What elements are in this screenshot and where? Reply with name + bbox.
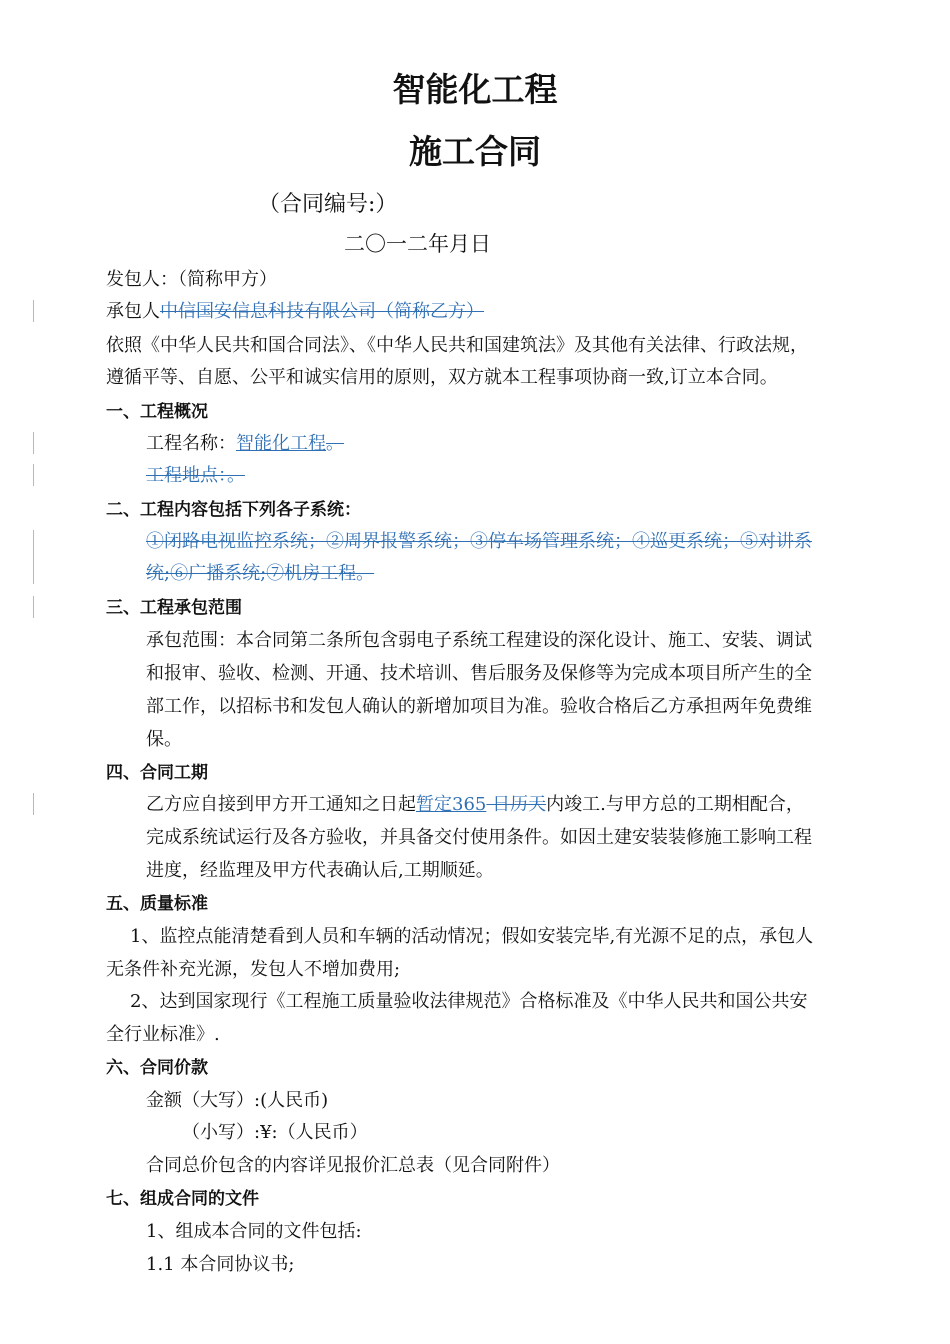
change-bar [33, 464, 34, 486]
contract-date: 二〇一二年月日 [344, 232, 491, 256]
period-line-3: 进度，经监理及甲方代表确认后,工期顺延。 [146, 860, 494, 881]
subsystems-line-1: ①闭路电视监控系统；②周界报警系统；③停车场管理系统；④巡更系统；⑤对讲系 [146, 531, 812, 552]
scope-line-3: 部工作，以招标书和发包人确认的新增加项目为准。验收合格后乙方承担两年免费维 [146, 696, 812, 717]
quality-line-3: 2、达到国家现行《工程施工质量验收法律规范》合格标准及《中华人民共和国公共安 [130, 991, 808, 1012]
scope-line-1: 承包范围：本合同第二条所包含弱电子系统工程建设的深化设计、施工、安装、调试 [146, 630, 812, 651]
period-text-b: 内竣工.与甲方总的工期相配合， [546, 794, 804, 815]
quality-line-1: 1、监控点能清楚看到人员和车辆的活动情况；假如安装完毕,有光源不足的点，承包人 [130, 926, 814, 947]
scope-line-4: 保。 [146, 729, 182, 750]
change-bar [33, 432, 34, 454]
intro-line-1: 依照《中华人民共和国合同法》、《中华人民共和国建筑法》及其他有关法律、行政法规， [106, 335, 808, 356]
section-6-heading: 六、合同价款 [106, 1058, 208, 1078]
title-line-1: 智能化工程 [392, 70, 558, 109]
project-name-deleted: 。 [326, 433, 344, 454]
scope-line-2: 和报审、验收、检测、开通、技术培训、售后服务及保修等为完成本项目所产生的全 [146, 663, 812, 684]
contractor-line [106, 300, 484, 324]
contract-number: （合同编号:） [258, 192, 398, 217]
change-bar [33, 300, 34, 322]
documents-line-1: 1、组成本合同的文件包括: [146, 1221, 362, 1242]
change-bar [33, 596, 34, 618]
period-line-2: 完成系统试运行及各方验收，并具备交付使用条件。如因土建安装装修施工影响工程 [146, 827, 812, 848]
section-4-heading: 四、合同工期 [106, 763, 208, 783]
contractor-deleted-text: 中信国安信息科技有限公司（简称乙方） [160, 301, 484, 322]
section-7-heading: 七、组成合同的文件 [106, 1189, 259, 1209]
section-3-heading: 三、工程承包范围 [106, 598, 242, 618]
section-5-heading: 五、质量标准 [106, 894, 208, 914]
subsystems-line-2: 统;⑥广播系统;⑦机房工程。 [146, 563, 375, 584]
project-location-line: 工程地点：。 [146, 465, 245, 486]
title-line-2: 施工合同 [409, 132, 541, 171]
price-capital-line: 金额（大写）:(人民币) [146, 1090, 329, 1111]
intro-line-2: 遵循平等、自愿、公平和诚实信用的原则，双方就本工程事项协商一致,订立本合同。 [106, 367, 778, 388]
employer-line: 发包人：（简称甲方） [106, 269, 277, 290]
period-deleted: 日历天 [486, 794, 547, 815]
price-figures-line: （小写）:¥:（人民币） [182, 1122, 368, 1143]
section-1-heading: 一、工程概况 [106, 402, 208, 422]
change-bar [33, 530, 34, 584]
project-name-inserted: 智能化工程 [236, 433, 326, 454]
change-bar [33, 793, 34, 815]
contractor-label: 承包人 [106, 301, 160, 322]
period-line-1 [146, 793, 804, 817]
project-name-line [146, 432, 344, 456]
period-inserted: 暂定365 [416, 794, 487, 815]
documents-line-2: 1.1 本合同协议书; [146, 1254, 295, 1275]
project-name-label: 工程名称： [146, 433, 236, 454]
section-2-heading: 二、工程内容包括下列各子系统： [106, 500, 361, 520]
quality-line-2: 无条件补充光源，发包人不增加费用; [106, 959, 401, 980]
quality-line-4: 全行业标准》. [106, 1024, 220, 1045]
price-note-line: 合同总价包含的内容详见报价汇总表（见合同附件） [146, 1155, 560, 1176]
period-text-a: 乙方应自接到甲方开工通知之日起 [146, 794, 416, 815]
